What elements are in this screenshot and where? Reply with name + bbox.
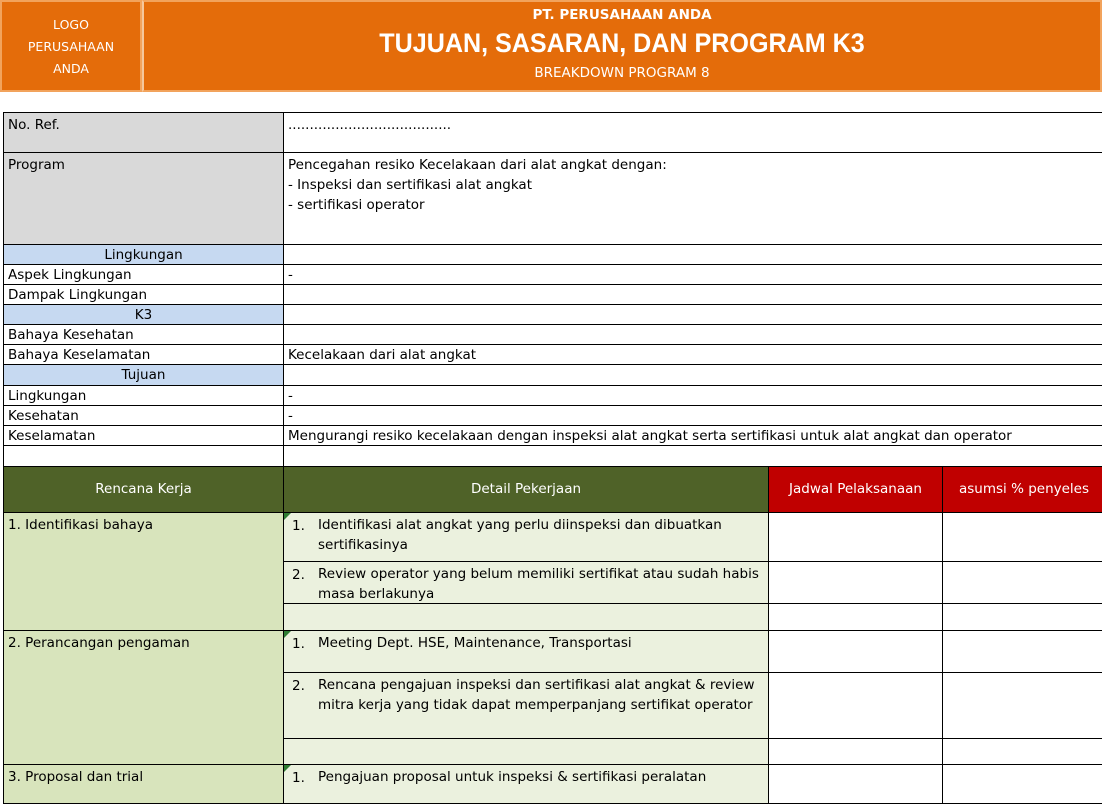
section-lingkungan-blank (283, 244, 1102, 265)
page-subtitle: BREAKDOWN PROGRAM 8 (534, 65, 710, 81)
program-label: Program (3, 152, 284, 245)
jadwal-cell (768, 630, 943, 673)
asumsi-cell (942, 603, 1102, 631)
no-ref-value: ...................................... (283, 112, 1102, 153)
bahaya-keselamatan-label: Bahaya Keselamatan (3, 344, 284, 365)
detail-number: 1. (292, 636, 305, 652)
jadwal-cell (768, 603, 943, 631)
section-k3-blank (283, 304, 1102, 325)
detail-row (283, 764, 769, 804)
asumsi-cell (942, 630, 1102, 673)
header-detail-pekerjaan: Detail Pekerjaan (283, 466, 769, 513)
title-banner (142, 0, 1102, 92)
asumsi-cell (942, 738, 1102, 765)
detail-row-blank (283, 603, 769, 631)
comment-marker-icon (284, 631, 291, 638)
tujuan-keselamatan-label: Keselamatan (3, 425, 284, 446)
blank-row-right (283, 445, 1102, 467)
section-k3: K3 (3, 304, 284, 325)
header-asumsi-penyelesaian: asumsi % penyeles (942, 466, 1102, 513)
no-ref-label: No. Ref. (3, 112, 284, 153)
tujuan-lingkungan-value: - (283, 385, 1102, 406)
header-rencana-kerja: Rencana Kerja (3, 466, 284, 513)
detail-row-blank (283, 738, 769, 765)
jadwal-cell (768, 672, 943, 739)
detail-row (283, 630, 769, 673)
comment-marker-icon (284, 765, 291, 772)
plan-perancangan-pengaman: 2. Perancangan pengaman (3, 630, 284, 765)
logo-text: LOGO PERUSAHAAN ANDA (27, 17, 115, 76)
jadwal-cell (768, 738, 943, 765)
section-tujuan-blank (283, 364, 1102, 386)
blank-row-left (3, 445, 284, 467)
plan-identifikasi-bahaya: 1. Identifikasi bahaya (3, 512, 284, 631)
detail-number: 2. (292, 678, 305, 694)
page-title: TUJUAN, SASARAN, DAN PROGRAM K3 (379, 28, 865, 58)
detail-text: Identifikasi alat angkat yang perlu diinspeksi dan dibuatkan sertifikasinya (318, 517, 722, 553)
jadwal-cell (768, 512, 943, 562)
asumsi-cell (942, 672, 1102, 739)
plan-proposal-trial: 3. Proposal dan trial (3, 764, 284, 804)
detail-number: 1. (292, 518, 305, 534)
section-tujuan: Tujuan (3, 364, 284, 386)
detail-text: Pengajuan proposal untuk inspeksi & sertifikasi peralatan (318, 769, 707, 785)
detail-text: Rencana pengajuan inspeksi dan sertifikasi alat angkat & review mitra kerja yang tidak dapat memperpanjang sertifikat operator (318, 677, 755, 713)
bahaya-keselamatan-value: Kecelakaan dari alat angkat (283, 344, 1102, 365)
jadwal-cell (768, 561, 943, 604)
asumsi-cell (942, 512, 1102, 562)
tujuan-kesehatan-label: Kesehatan (3, 405, 284, 426)
tujuan-keselamatan-value: Mengurangi resiko kecelakaan dengan inspeksi alat angkat serta sertifikasi untuk alat angkat dan operator (283, 425, 1102, 446)
aspek-lingkungan-label: Aspek Lingkungan (3, 264, 284, 285)
aspek-lingkungan-value: - (283, 264, 1102, 285)
dampak-lingkungan-label: Dampak Lingkungan (3, 284, 284, 305)
header-jadwal-pelaksanaan: Jadwal Pelaksanaan (768, 466, 943, 513)
dampak-lingkungan-value (283, 284, 1102, 305)
asumsi-cell (942, 764, 1102, 804)
tujuan-lingkungan-label: Lingkungan (3, 385, 284, 406)
comment-marker-icon (284, 513, 291, 520)
asumsi-cell (942, 561, 1102, 604)
company-name: PT. PERUSAHAAN ANDA (532, 7, 712, 23)
bahaya-kesehatan-label: Bahaya Kesehatan (3, 324, 284, 345)
detail-row (283, 561, 769, 604)
detail-text: Review operator yang belum memiliki sertifikat atau sudah habis masa berlakunya (318, 566, 759, 602)
detail-row (283, 512, 769, 562)
detail-number: 1. (292, 770, 305, 786)
jadwal-cell (768, 764, 943, 804)
detail-text: Meeting Dept. HSE, Maintenance, Transportasi (318, 635, 632, 651)
detail-row (283, 672, 769, 739)
detail-number: 2. (292, 567, 305, 583)
tujuan-kesehatan-value: - (283, 405, 1102, 426)
section-lingkungan: Lingkungan (3, 244, 284, 265)
company-logo-box (0, 0, 142, 92)
program-value: Pencegahan resiko Kecelakaan dari alat angkat dengan: - Inspeksi dan sertifikasi alat angkat - sertifikasi operator (283, 152, 1102, 245)
bahaya-kesehatan-value (283, 324, 1102, 345)
